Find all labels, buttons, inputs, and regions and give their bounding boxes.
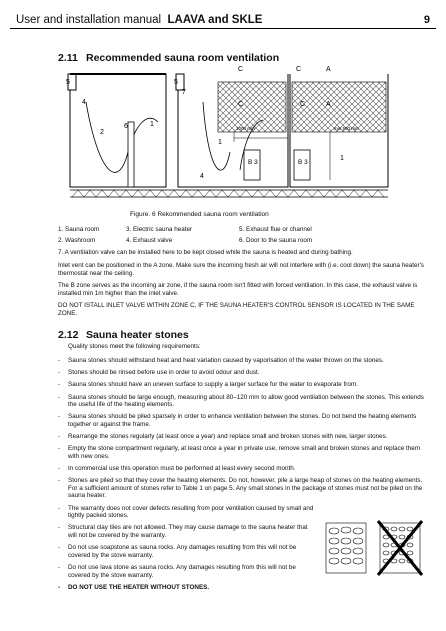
- room-label: 7: [182, 89, 186, 96]
- page-header: [10, 10, 436, 30]
- list-item: - Structural clay tiles are not allowed. They may cause damage to the sauna heater that will not be covered by the warranty.: [58, 524, 308, 540]
- room-label: 1: [150, 121, 154, 128]
- room-label: 4: [200, 173, 204, 180]
- ventilation-note: 7. A ventilation valve can be installed here to be kept closed while the sauna is heated and during bathing.: [58, 249, 353, 256]
- room-label: 1: [340, 155, 344, 162]
- list-item: - Stones are piled so that they cover the heating elements. Do not, however, pile a large heap of stones on the heating elements. For a sufficient amount of stones refer to Table 1 on page 5. Any small stones in the package of stones must not be piled on the sauna heater.: [58, 477, 423, 500]
- list-item: - Rearrange the stones regularly (at least once a year) and replace small and broken stones with new, larger stones.: [58, 433, 388, 441]
- room-label: 2: [100, 129, 104, 136]
- room-label: 5: [174, 79, 178, 86]
- list-item: - Sauna stones should be piled sparsely in order to enhance ventilation between the stones. Do not bend the heating elements together or against the frame.: [58, 413, 417, 428]
- page-number: 9: [423, 14, 430, 26]
- stone-placement-illustration: [322, 519, 426, 577]
- list-item-warning: - DO NOT USE THE HEATER WITHOUT STONES.: [58, 583, 210, 591]
- legend-row: 2. Washroom 4. Exhaust valve 6. Door to the sauna room: [58, 237, 313, 244]
- zone-label: C: [300, 101, 306, 108]
- stove-label: B 3: [298, 159, 308, 166]
- zone-label: C: [296, 66, 302, 73]
- zone-label: C: [238, 101, 244, 108]
- dimension-label: 1000 mm: [236, 126, 255, 131]
- room-label: 4: [82, 99, 86, 106]
- section-title-stones: 2.12 Sauna heater stones: [58, 329, 189, 341]
- ventilation-diagram: [58, 62, 418, 207]
- zone-label: A: [326, 66, 331, 73]
- room-label: 6: [124, 123, 128, 130]
- list-item: - Stones should be rinsed before use in order to avoid odour and dust.: [58, 369, 260, 377]
- header-divider: [10, 28, 436, 29]
- section-title-ventilation: 2.11 Recommended sauna room ventilation: [58, 52, 280, 64]
- stove-label: B 3: [248, 159, 258, 166]
- requirements-intro: Quality stones meet the following requirements:: [68, 343, 201, 350]
- list-item: - In commercial use this operation must be performed at least every second month.: [58, 465, 296, 473]
- list-item: - Do not use lava stone as sauna rocks. Any damages resulting from this will not be covered by the stove warranty.: [58, 564, 296, 579]
- figure-caption: Figure. 6 Rekommended sauna room ventilation: [130, 211, 269, 218]
- figure-legend: [58, 226, 418, 248]
- list-item: - The warranty does not cover defects resulting from poor ventilation caused by small and tightly packed stones.: [58, 504, 314, 520]
- list-item: - Sauna stones should have an uneven surface to supply a larger surface for the water to evaporate from.: [58, 381, 358, 389]
- list-item: - Sauna stones should be large enough, measuring about 80–120 mm to allow good ventilation between the stones. This extends the useful life of the heating elements.: [58, 393, 424, 409]
- zone-label: A: [326, 101, 331, 108]
- dimension-label: min 500 mm: [334, 126, 359, 131]
- list-item: - Sauna stones should withstand heat and heat variation caused by vaporisation of the water thrown on the stones.: [58, 357, 384, 364]
- room-label: 5: [66, 79, 70, 86]
- legend-row: 1. Sauna room 3. Electric sauna heater 5. Exhaust flue or channel: [58, 226, 312, 233]
- ventilation-note: The B zone serves as the incoming air zone, if the sauna room isn't fitted with forced ventilation. In this case, the exhaust valve is installed min 1m higher than the inlet valve.: [58, 282, 418, 297]
- list-item: - Empty the stone compartment regularly, at least once a year in private use, remove small and broken stones and replace them with new ones.: [58, 445, 420, 460]
- manual-title: User and installation manual LAAVA and SKLE: [16, 14, 263, 26]
- zone-label: C: [238, 66, 244, 73]
- ventilation-note: Inlet vent can be positioned in the A zone. Make sure the incoming fresh air will not interfere with (i.e. cool down) the sauna heater's thermostat near the ceiling.: [58, 262, 424, 277]
- room-label: 1: [218, 139, 222, 146]
- list-item: - Do not use soapstone as sauna rocks. Any damages resulting from this will not be covered by the stove warranty.: [58, 544, 297, 559]
- ventilation-warning: DO NOT ISTALL INLET VALVE WITHIN ZONE C, IF THE SAUNA HEATER'S CONTROL SENSOR IS LOCATED IN THE SAME ZONE.: [58, 302, 415, 317]
